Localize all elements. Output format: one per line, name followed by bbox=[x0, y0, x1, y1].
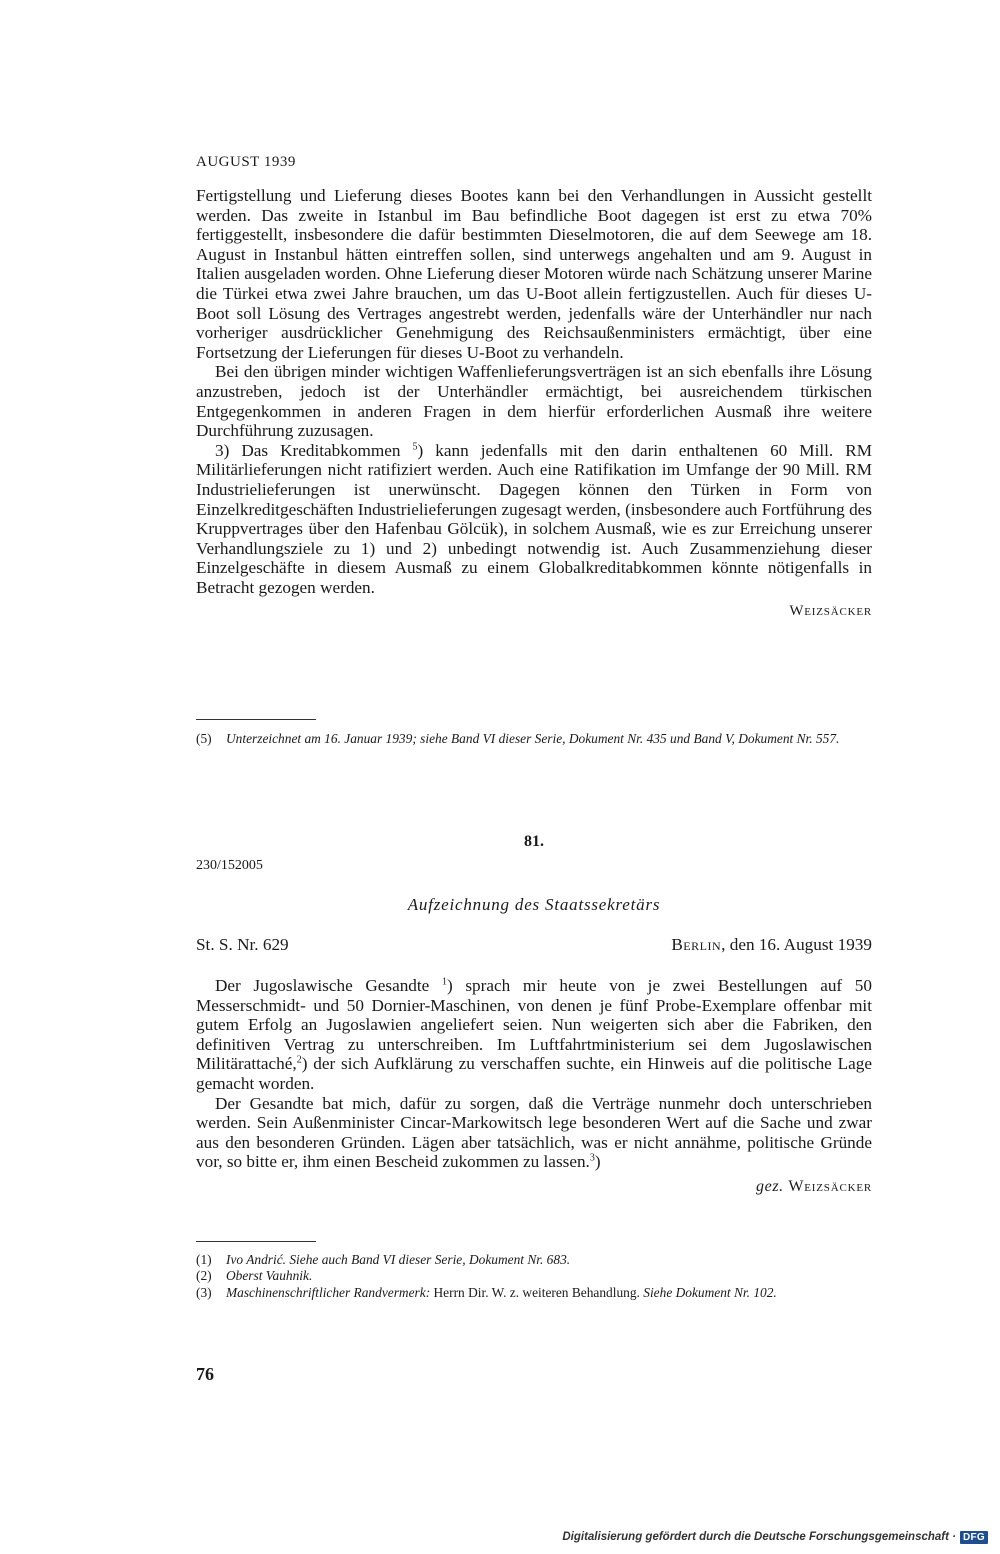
footnote-mark: 3 bbox=[589, 1152, 595, 1164]
continuation-text bbox=[196, 186, 872, 620]
footnote: (3) Maschinenschriftlicher Randvermerk: Herrn Dir. W. z. weiteren Behandlung. Siehe Dokument Nr. 102. bbox=[196, 1284, 777, 1300]
footnote: (1) Ivo Andrić. Siehe auch Band VI dieser Serie, Dokument Nr. 683. bbox=[196, 1252, 571, 1267]
place-date: Berlin, den 16. August 1939 bbox=[671, 935, 872, 954]
paragraph: Der Gesandte bat mich, dafür zu sorgen, daß die Verträge nunmehr doch unterschrieben werden. Sein Außenminister Cincar-Markowitsch lege besonderen Wert auf die Sache und zwar aus den besonderen Gründen. Lägen aber tatsächlich, was er nicht annähme, politische Gründe vor, so bitte er, ihm einen Bescheid zukommen zu lassen.$^3$) bbox=[196, 1093, 872, 1172]
reference-number: St. S. Nr. 629 bbox=[196, 935, 289, 954]
dfg-banner-text: Digitalisierung gefördert durch die Deutsche Forschungsgemeinschaft · bbox=[562, 1531, 956, 1543]
dfg-banner bbox=[562, 1526, 988, 1548]
footnotes bbox=[196, 731, 872, 747]
reference-line bbox=[196, 935, 872, 955]
page-number: 76 bbox=[196, 1364, 214, 1384]
footnote-mark: 2 bbox=[296, 1054, 302, 1066]
footnote-mark: 5 bbox=[412, 440, 418, 452]
footnotes bbox=[196, 1252, 872, 1301]
signature: gez. Weizsäcker bbox=[756, 1177, 872, 1195]
dfg-logo-icon: DFG bbox=[960, 1531, 988, 1544]
paragraph: Fertigstellung und Lieferung dieses Bootes kann bei den Verhandlungen in Aussicht gestellt werden. Das zweite in Istanbul im Bau befindliche Boot dagegen ist erst zu etwa 70% fertiggestellt, insbesondere die dafür bestimmten Dieselmotoren, die auf dem Seewege am 18. August in Instanbul hätten eintreffen sollen, sind unterwegs angehalten und am 9. August in Italien ausgeladen worden. Ohne Lieferung dieser Motoren würde nach Schätzung unserer Marine die Türkei etwa zwei Jahre brauchen, um das U-Boot allein fertigzustellen. Auch für dieses U-Boot soll Lösung des Vertrages angestrebt werden, jedenfalls wäre der Unterhändler nur nach vorheriger ausdrücklicher Genehmigung des Reichsaußenministers ermächtigt, über eine Fortsetzung der Lieferungen für dieses U-Boot zu verhandeln. bbox=[196, 186, 872, 362]
footnote-rule bbox=[196, 1241, 316, 1242]
file-reference: 230/152005 bbox=[196, 858, 263, 873]
document-body bbox=[196, 976, 872, 1196]
running-head: AUGUST 1939 bbox=[196, 154, 296, 170]
paragraph: Der Jugoslawische Gesandte $^1$) sprach mir heute von je zwei Bestellungen auf 50 Messerschmidt- und 50 Dornier-Maschinen, von denen je fünf Probe-Exemplare offenbar mit gutem Erfolg an Jugoslawien angeliefert seien. Nun weigerten sich aber die Fabriken, den definitiven Vertrag zu unterschreiben. Im Luftfahrtministerium sei dem Jugoslawischen Militärattaché,$^2$) der sich Aufklärung zu verschaffen suchte, ein Hinweis auf die politische Lage gemacht worden. bbox=[196, 976, 872, 1093]
document-number: 81. bbox=[524, 833, 544, 850]
paragraph: Bei den übrigen minder wichtigen Waffenlieferungsverträgen ist an sich ebenfalls ihre Lösung anzustreben, jedoch ist der Unterhändler ermächtigt, bei ausreichendem türkischen Entgegenkommen in anderen Fragen in dem hierfür erforderlichen Ausmaß ihre weitere Durchführung zuzusagen. bbox=[196, 362, 872, 441]
footnote-rule bbox=[196, 719, 316, 720]
paragraph: 3) Das Kreditabkommen $^5$) kann jedenfalls mit den darin enthaltenen 60 Mill. RM Militärlieferungen nicht ratifiziert werden. Auch eine Ratifikation im Umfange der 90 Mill. RM Industrielieferungen ist unerwünscht. Dagegen können den Türken in Form von Einzelkreditgeschäften Industrielieferungen zugesagt werden, (insbesondere auch Fortführung des Kruppvertrages über den Hafenbau Gölcük), in solchem Ausmaß, wie es zur Erreichung unserer Verhandlungsziele zu 1) und 2) unbedingt notwendig ist. Auch Zusammenziehung dieser Einzelgeschäfte in diesem Ausmaß zu einem Globalkreditabkommen könnte nötigenfalls in Betracht gezogen werden. bbox=[196, 440, 873, 597]
footnote: (2) Oberst Vauhnik. bbox=[196, 1268, 313, 1284]
document-title: Aufzeichnung des Staatssekretärs bbox=[407, 895, 661, 914]
footnote: (5) Unterzeichnet am 16. Januar 1939; siehe Band VI dieser Serie, Dokument Nr. 435 und Band V, Dokument Nr. 557. bbox=[196, 731, 840, 746]
signature: Weizsäcker bbox=[789, 603, 872, 620]
footnote-mark: 1 bbox=[441, 976, 447, 988]
